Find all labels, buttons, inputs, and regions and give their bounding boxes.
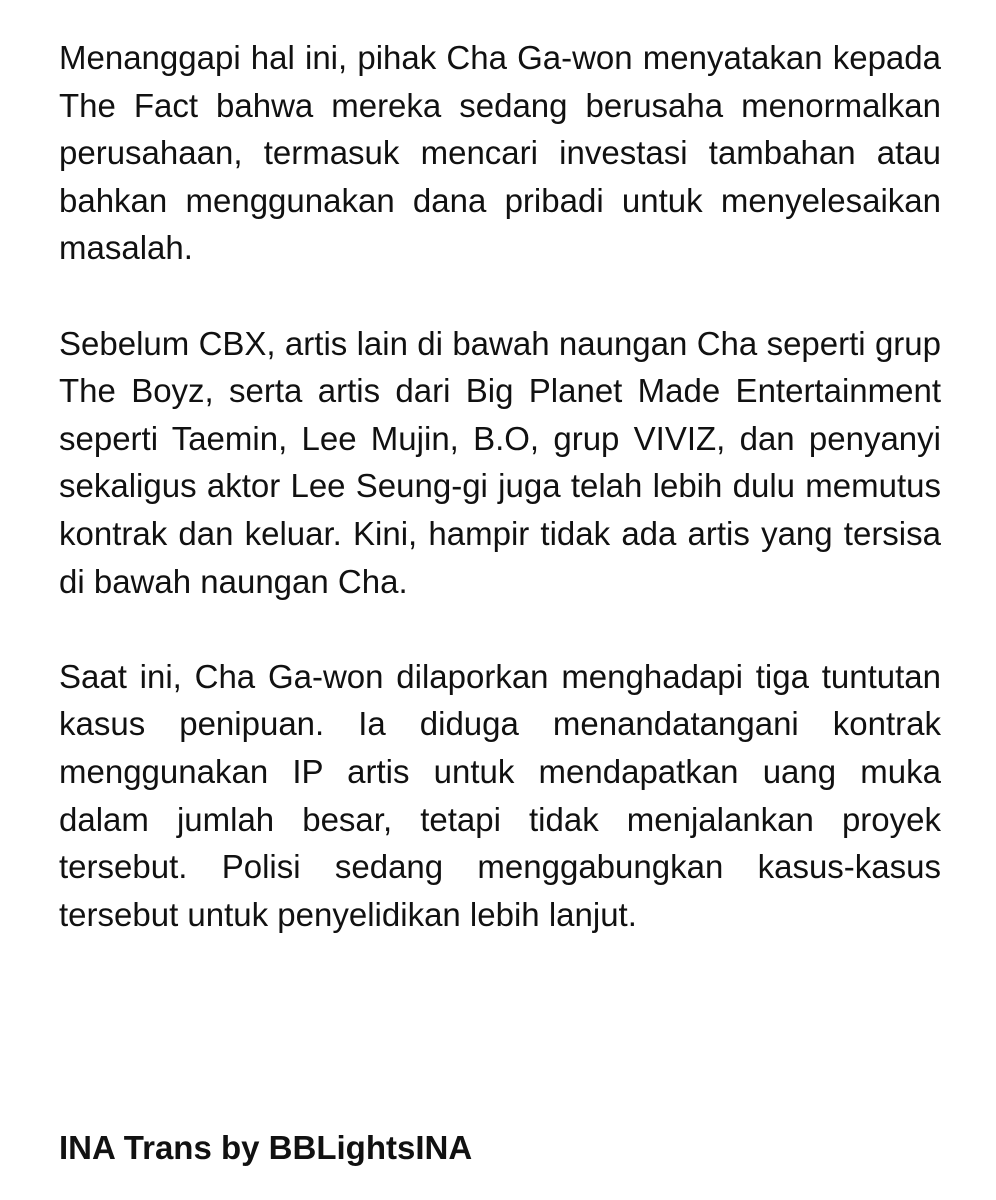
- article-body: [59, 34, 941, 938]
- paragraph-response: Menanggapi hal ini, pihak Cha Ga-won menyatakan kepada The Fact bahwa mereka sedang berusaha menormalkan perusahaan, termasuk mencari investasi tambahan atau bahkan menggunakan dana pribadi untuk menyelesaikan masalah.: [59, 39, 941, 267]
- translation-credit: INA Trans by BBLightsINA: [59, 1129, 473, 1166]
- paragraph-artists-left: Sebelum CBX, artis lain di bawah naungan Cha seperti grup The Boyz, serta artis dari Big Planet Made Entertainment seperti Taemin, Lee Mujin, B.O, grup VIVIZ, dan penyanyi sekaligus aktor Lee Seung-gi juga telah lebih dulu memutus kontrak dan keluar. Kini, hampir tidak ada artis yang tersisa di bawah naungan Cha.: [59, 324, 941, 600]
- paragraph-fraud-cases: Saat ini, Cha Ga-won dilaporkan menghadapi tiga tuntutan kasus penipuan. Ia diduga menandatangani kontrak menggunakan IP artis untuk mendapatkan uang muka dalam jumlah besar, tetapi tidak menjalankan proyek tersebut. Polisi sedang menggabungkan kasus-kasus tersebut untuk penyelidikan lebih lanjut.: [59, 657, 941, 933]
